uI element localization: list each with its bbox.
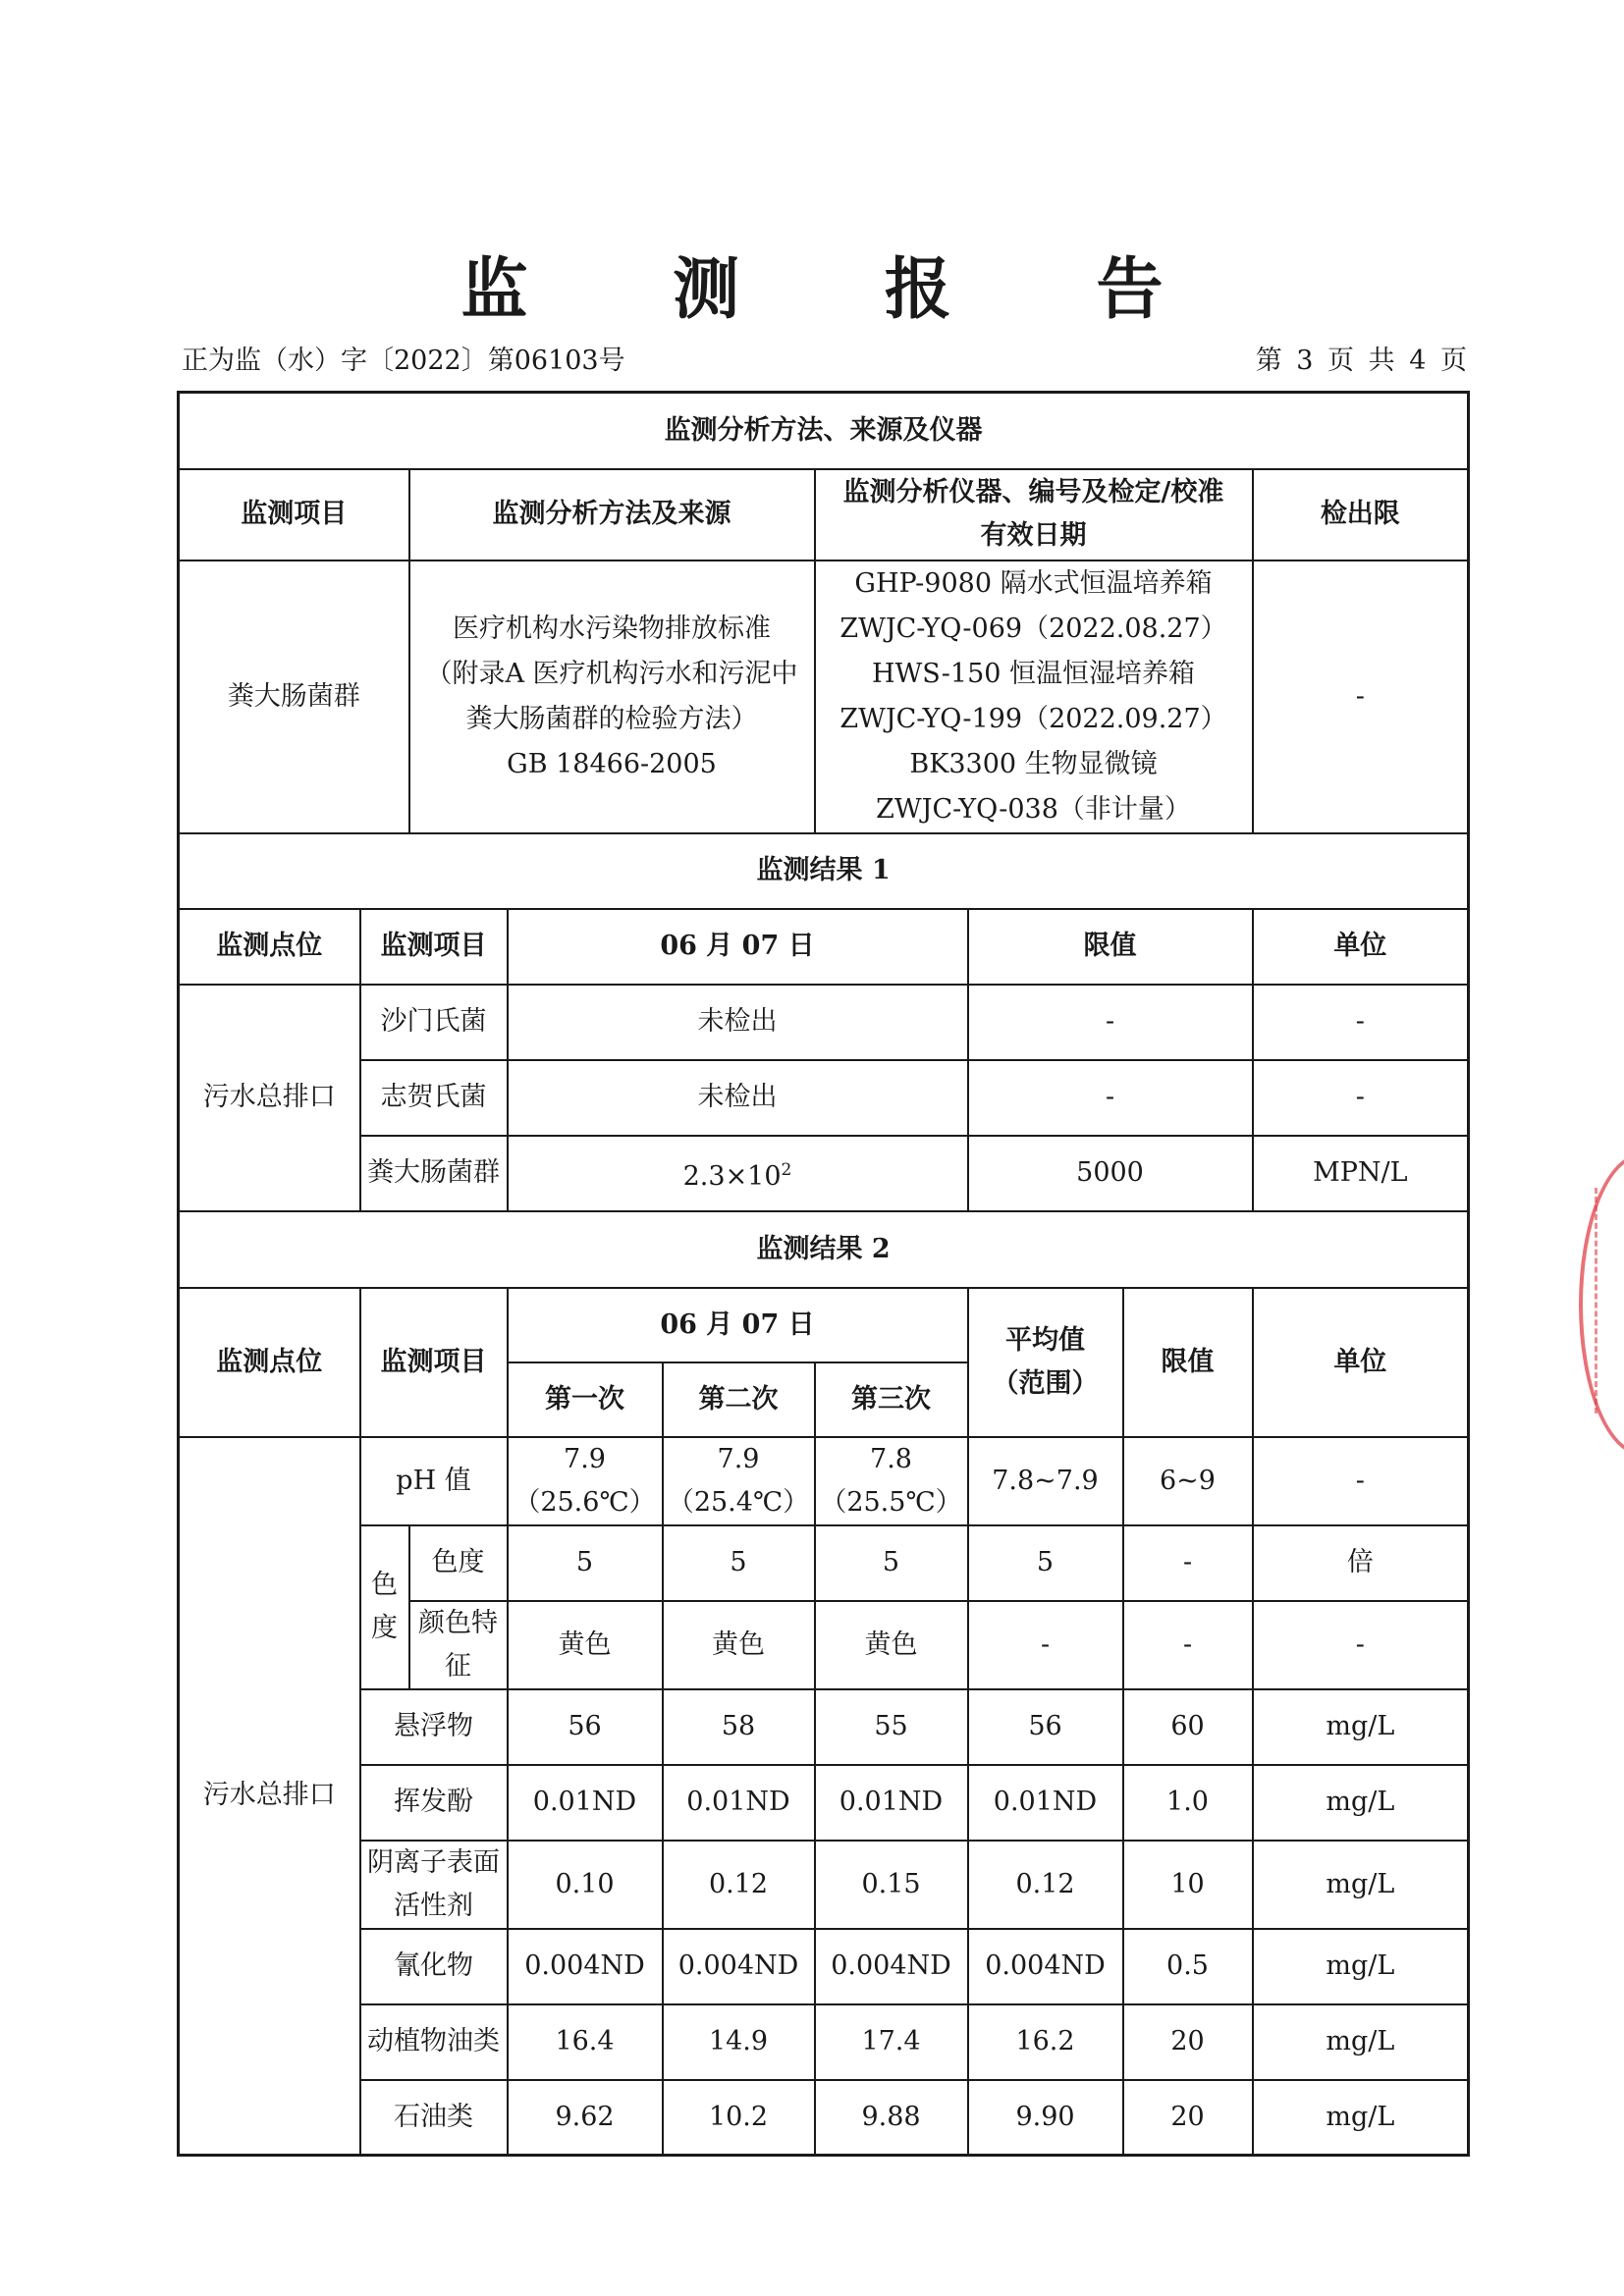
table-row [179,1841,1469,1929]
run3: 0.01ND [815,1765,968,1841]
run3: 17.4 [815,2004,968,2080]
ph-run3 [815,1437,968,1525]
result1-value: 未检出 [508,985,968,1060]
result1-value-base: 2.3×10 [682,1160,782,1192]
run1: 9.62 [508,2080,663,2156]
methods-item: 粪大肠菌群 [179,561,409,833]
methods-section-title: 监测分析方法、来源及仪器 [179,393,1469,469]
limit: 1.0 [1123,1765,1253,1841]
color-unit: - [1253,1601,1469,1689]
run1: 16.4 [508,2004,663,2080]
ph-value: 7.8 [870,1443,912,1474]
run3: 0.15 [815,1841,968,1929]
ph-run1 [508,1437,663,1525]
result1-header-date: 06 月 07 日 [508,909,968,985]
instrument-line: HWS-150 恒温恒湿培养箱 [871,658,1196,689]
ph-value: 7.9 [564,1443,606,1474]
unit: mg/L [1253,1689,1469,1765]
run1: 0.004ND [508,1929,663,2004]
instrument-line: ZWJC-YQ-069（2022.08.27） [839,613,1227,644]
result2-item: 石油类 [360,2080,508,2156]
table-row [179,985,1469,1060]
unit: mg/L [1253,1929,1469,2004]
color-sub-item: 颜色特征 [409,1601,508,1689]
result2-header-run1: 第一次 [508,1362,663,1437]
result1-section-title: 监测结果 1 [179,833,1469,909]
average: 9.90 [968,2080,1123,2156]
run2: 10.2 [663,2080,815,2156]
run1: 0.10 [508,1841,663,1929]
unit: mg/L [1253,2080,1469,2156]
result2-header-point: 监测点位 [179,1288,360,1437]
run3: 55 [815,1689,968,1765]
methods-method-cell [409,561,815,833]
color-run2: 5 [663,1525,815,1601]
limit: 10 [1123,1841,1253,1929]
result1-value: 未检出 [508,1060,968,1136]
result1-value-exponent: 2 [781,1159,792,1180]
result1-value [508,1136,968,1211]
page-title: 监 测 报 告 [460,250,1224,329]
result2-point: 污水总排口 [179,1437,360,2156]
method-line: 粪大肠菌群的检验方法） [465,703,758,734]
result1-unit: - [1253,985,1469,1060]
instrument-line: GHP-9080 隔水式恒温培养箱 [854,567,1213,599]
result2-header-run3: 第三次 [815,1362,968,1437]
limit: 60 [1123,1689,1253,1765]
ph-temp: （25.4℃） [667,1486,810,1518]
average: 0.01ND [968,1765,1123,1841]
unit: mg/L [1253,1765,1469,1841]
result2-header-item: 监测项目 [360,1288,508,1437]
color-run2: 黄色 [663,1601,815,1689]
method-line: 医疗机构水污染物排放标准 [453,613,771,644]
result1-point: 污水总排口 [179,985,360,1211]
ph-temp: （25.5℃） [820,1486,962,1518]
unit: mg/L [1253,2004,1469,2080]
table-row [179,1929,1469,2004]
table-row [179,2080,1469,2156]
color-sub-item: 色度 [409,1525,508,1601]
table-row [179,1437,1469,1525]
result2-item: 悬浮物 [360,1689,508,1765]
average: 16.2 [968,2004,1123,2080]
limit: 0.5 [1123,1929,1253,2004]
document-number: 正为监（水）字〔2022〕第06103号 [182,346,625,376]
result1-item: 志贺氏菌 [360,1060,508,1136]
result1-limit: - [968,1060,1253,1136]
result2-item: pH 值 [360,1437,508,1525]
result2-item: 挥发酚 [360,1765,508,1841]
run2: 14.9 [663,2004,815,2080]
table-row [179,2004,1469,2080]
color-run1: 黄色 [508,1601,663,1689]
result1-header-limit: 限值 [968,909,1253,985]
result2-header-limit: 限值 [1123,1288,1253,1437]
result1-limit: - [968,985,1253,1060]
result1-item: 粪大肠菌群 [360,1136,508,1211]
run3: 9.88 [815,2080,968,2156]
table-row [179,1060,1469,1136]
ph-unit: - [1253,1437,1469,1525]
result1-header-point: 监测点位 [179,909,360,985]
table-row [179,1689,1469,1765]
color-group: 色度 [360,1525,409,1689]
result1-header-unit: 单位 [1253,909,1469,985]
method-line: GB 18466-2005 [507,748,717,779]
methods-header-limit: 检出限 [1253,469,1469,561]
color-run1: 5 [508,1525,663,1601]
average: 0.004ND [968,1929,1123,2004]
result1-limit: 5000 [968,1136,1253,1211]
color-average: 5 [968,1525,1123,1601]
average: 56 [968,1689,1123,1765]
instrument-line: ZWJC-YQ-038（非计量） [876,793,1191,825]
ph-temp: （25.6℃） [514,1486,656,1518]
methods-header-instrument [815,469,1253,561]
result2-item: 阴离子表面活性剂 [360,1841,508,1929]
table-row [179,1765,1469,1841]
methods-instrument-cell [815,561,1253,833]
run2: 0.12 [663,1841,815,1929]
page-number: 第 3 页 共 4 页 [1255,346,1467,376]
table-row [179,1525,1469,1601]
method-line: （附录A 医疗机构污水和污泥中 [425,658,798,689]
methods-limit: - [1253,561,1469,833]
average-range-label: （范围） [992,1367,1099,1399]
average-label: 平均值 [1005,1324,1085,1356]
result1-unit: MPN/L [1253,1136,1469,1211]
unit: mg/L [1253,1841,1469,1929]
methods-header-item: 监测项目 [179,469,409,561]
table-row [179,1136,1469,1211]
instrument-line: BK3300 生物显微镜 [909,748,1158,779]
limit: 20 [1123,2004,1253,2080]
average: 0.12 [968,1841,1123,1929]
color-run3: 黄色 [815,1601,968,1689]
limit: 20 [1123,2080,1253,2156]
color-unit: 倍 [1253,1525,1469,1601]
ph-average: 7.8~7.9 [968,1437,1123,1525]
ph-value: 7.9 [717,1443,760,1474]
run1: 0.01ND [508,1765,663,1841]
methods-header-instrument-text: 监测分析仪器、编号及检定/校准有效日期 [842,477,1224,551]
color-limit: - [1123,1525,1253,1601]
result2-header-run2: 第二次 [663,1362,815,1437]
result1-unit: - [1253,1060,1469,1136]
red-seal-stamp-text-arc [1595,1188,1624,1414]
run2: 0.004ND [663,1929,815,2004]
result2-header-unit: 单位 [1253,1288,1469,1437]
run1: 56 [508,1689,663,1765]
color-run3: 5 [815,1525,968,1601]
instrument-line: ZWJC-YQ-199（2022.09.27） [839,703,1227,734]
result2-item: 动植物油类 [360,2004,508,2080]
run2: 58 [663,1689,815,1765]
result2-item: 氰化物 [360,1929,508,2004]
result2-header-date: 06 月 07 日 [508,1288,968,1362]
result2-header-average [968,1288,1123,1437]
result1-header-item: 监测项目 [360,909,508,985]
ph-run2 [663,1437,815,1525]
run3: 0.004ND [815,1929,968,2004]
color-average: - [968,1601,1123,1689]
result1-item: 沙门氏菌 [360,985,508,1060]
report-table [177,391,1470,2157]
ph-limit: 6~9 [1123,1437,1253,1525]
result2-section-title: 监测结果 2 [179,1211,1469,1288]
methods-header-method: 监测分析方法及来源 [409,469,815,561]
run2: 0.01ND [663,1765,815,1841]
color-limit: - [1123,1601,1253,1689]
